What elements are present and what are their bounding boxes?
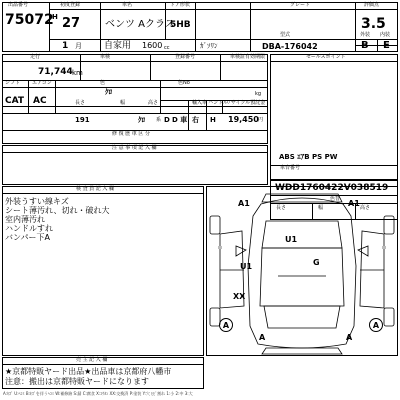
color-code-label: 色No xyxy=(178,80,190,86)
color: ｸﾛ xyxy=(105,88,112,96)
import-value: D 車 xyxy=(172,116,188,124)
kg-unit: kg xyxy=(255,91,262,97)
damage-code-a-rear-right: A xyxy=(369,318,383,332)
year: 27 xyxy=(62,16,81,31)
damage-code-a-rear-left: A xyxy=(219,318,233,332)
shift-label: シフト xyxy=(5,80,21,86)
l-label: 長さ xyxy=(276,205,287,211)
damage-code-u1-top: U1 xyxy=(285,235,298,244)
grade-label: グレード xyxy=(290,2,311,8)
color-2-unit: 系 xyxy=(156,117,162,123)
month-unit: 月 xyxy=(75,42,82,50)
inspector-label: 検 査 員 記 入 欄 xyxy=(76,186,114,192)
int-grade: E xyxy=(383,40,390,51)
cc-unit: cc xyxy=(164,45,170,51)
notes-frame xyxy=(2,145,268,185)
score-label: 評価点 xyxy=(364,2,380,8)
ext-grade: B xyxy=(361,40,369,51)
h-label: 高さ xyxy=(360,205,371,211)
year-label: 初度登録 xyxy=(60,2,81,8)
ac: AC xyxy=(33,96,47,106)
score: 3.5 xyxy=(361,16,386,32)
inspector-line-2: シート薄汚れ、切れ・破れ大 xyxy=(5,206,110,215)
recycle-label: リサイクル預託金 xyxy=(226,100,266,106)
w-label: 幅 xyxy=(318,205,324,211)
fuel: ｶﾞｿﾘﾝ xyxy=(200,42,218,50)
history-label: 修 復 歴 車 区 分 xyxy=(112,131,150,137)
color-label: 色 xyxy=(100,80,106,86)
damage-code-a-bumper-right: A xyxy=(346,333,353,342)
damage-code-a-bumper-left: A xyxy=(259,333,266,342)
damage-code-xx: XX xyxy=(233,292,246,301)
damage-code-g: G xyxy=(313,258,320,267)
length-label: 長さ xyxy=(75,100,86,106)
model-label: 型式 xyxy=(280,32,291,38)
mileage-unit: km xyxy=(72,69,83,77)
color-change-label: 色替 xyxy=(330,196,341,202)
seller-note-2: 注意：搬出は京都特販ヤードになります xyxy=(5,377,149,386)
recycle: 19,450 xyxy=(228,115,259,124)
sales-label: セールスポイント xyxy=(306,54,346,60)
use: 自家用 xyxy=(104,41,132,51)
ext-label: 外装 xyxy=(360,32,371,38)
hand-value: 右 xyxy=(192,116,199,124)
num-label: 車検 xyxy=(100,54,111,60)
doors-label: ドア形状 xyxy=(170,2,190,8)
inspector-line-3: 室内薄汚れ xyxy=(5,215,45,224)
height-label: 高さ xyxy=(148,100,159,106)
mileage-label: 走行 xyxy=(30,54,41,60)
inspect-label: 車検証有効期限 xyxy=(230,54,266,60)
cc: 1600 xyxy=(142,41,163,50)
seller-note-1: ★京都特販ヤード出品★出品車は京都府八幡市 xyxy=(5,367,172,376)
vin-label: 車台番号 xyxy=(280,165,301,171)
damage-code-a1-right: A1 xyxy=(348,199,360,208)
lot-number: 75072 xyxy=(5,12,54,28)
lot-label: 出品番号 xyxy=(8,2,29,8)
car-label: 車名 xyxy=(122,2,133,8)
inspector-line-1: 外装うすい線キズ xyxy=(5,197,69,206)
notes-label: 注 意 事 項 記 入 欄 xyxy=(112,145,157,151)
seller-notes-label: 売 主 記 入 欄 xyxy=(76,357,108,363)
era: H xyxy=(52,13,58,21)
reg-label: 登録番号 xyxy=(175,54,196,60)
damage-code-a1-left: A1 xyxy=(238,199,250,208)
sales-point-frame xyxy=(270,54,398,180)
vin: WDD1760422V038519 xyxy=(275,183,389,193)
doors: 5HB xyxy=(170,20,191,30)
model: DBA-176042 xyxy=(262,42,318,51)
ac-label: エアコン xyxy=(32,80,52,86)
int-label: 内装 xyxy=(380,32,391,38)
inspector-line-4: ハンドルすれ xyxy=(5,224,53,233)
width-label: 幅 xyxy=(120,100,126,106)
length-value: 191 xyxy=(75,116,90,124)
month: 1 xyxy=(62,41,69,51)
damage-code-u1-left: U1 xyxy=(240,262,253,271)
hand-label: ハンドル xyxy=(208,100,229,106)
color-2: ｸﾛ xyxy=(138,116,145,124)
car-name: ベンツ Aクラス xyxy=(105,19,175,30)
footer-legend: A:ｷｽﾞ U:ﾍｺﾐ B:ｷｽﾞを伴うﾍｺﾐ W:補修跡 S:錆 C:腐食 X:ｺｳｶﾝ XX:交換済 P:塗装 Y:穴 ﾋﾋﾞ割れ 1:小 2:中 3:大 xyxy=(3,391,193,396)
car-diagram xyxy=(206,183,398,356)
equipment-list: ABS ｴｱB PS PW xyxy=(279,153,338,161)
import-label: 輸入車 xyxy=(192,100,208,106)
inspector-line-5: バンパー下A xyxy=(5,233,50,242)
owner-value: H xyxy=(210,116,216,124)
mileage: 71,744 xyxy=(38,67,73,77)
recycle-unit: 円 xyxy=(258,117,264,123)
doors-value: D xyxy=(164,116,170,124)
shift: CAT xyxy=(5,96,25,106)
